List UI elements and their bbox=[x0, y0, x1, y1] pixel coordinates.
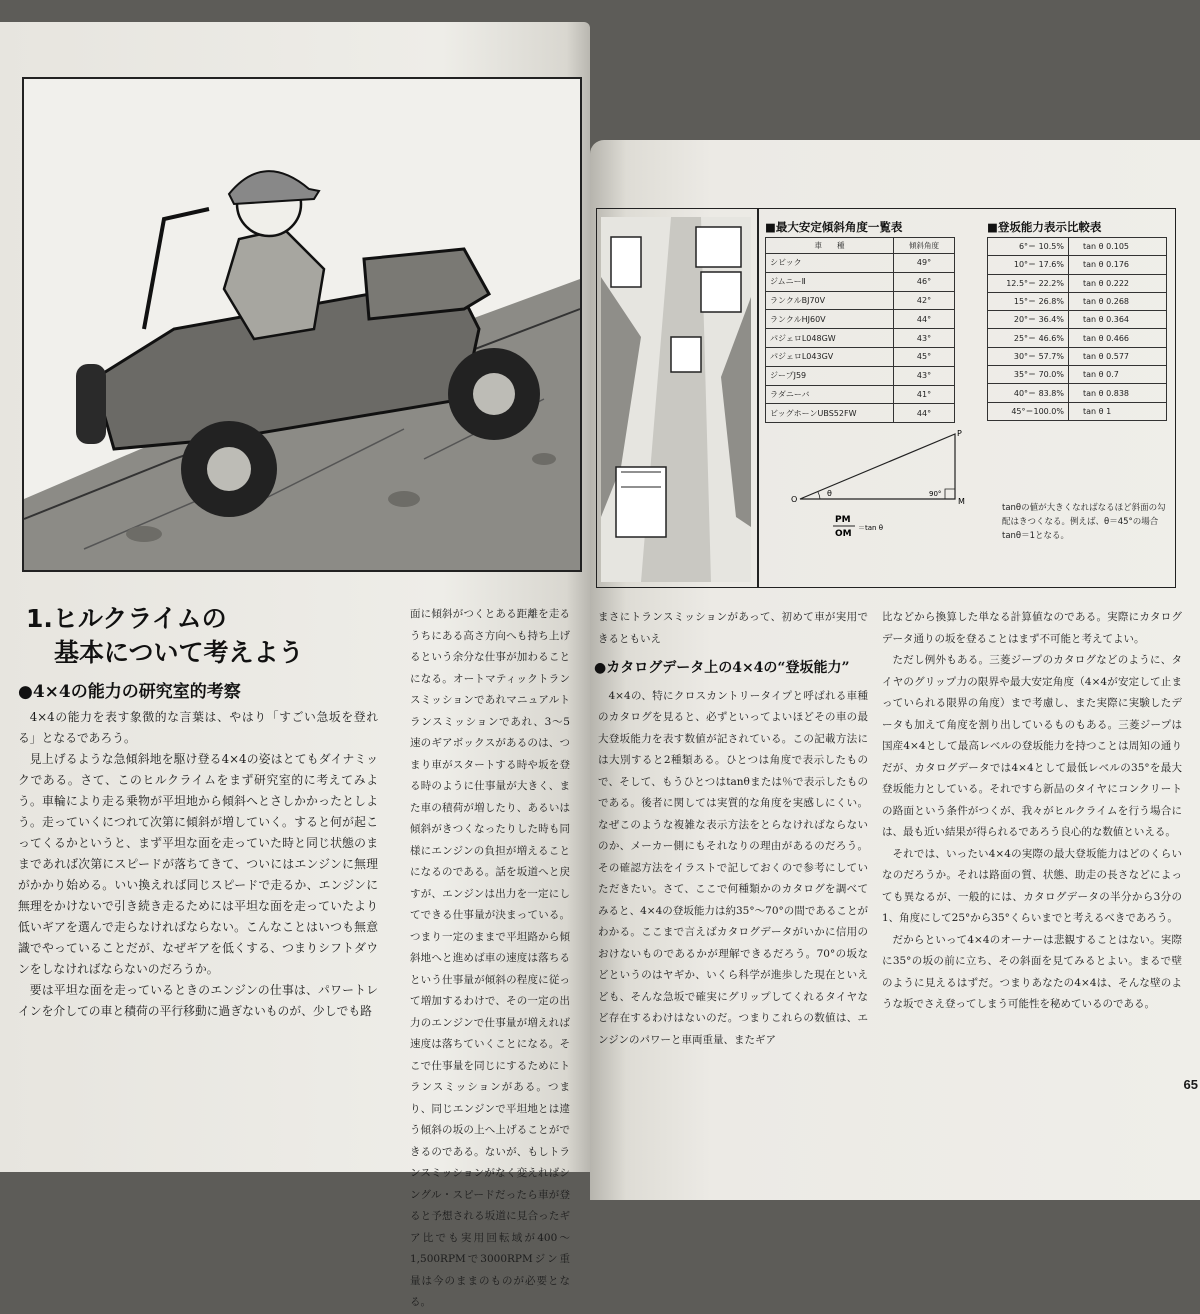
table-row bbox=[988, 274, 1167, 292]
table-row bbox=[988, 366, 1167, 384]
section-heading-2: ●カタログデータ上の4×4の“登坂能力” bbox=[594, 660, 850, 676]
table-cell: tan θ 1 bbox=[1069, 402, 1167, 420]
table-cell: 44° bbox=[894, 404, 955, 423]
right-page bbox=[590, 140, 1200, 1200]
jeep-hill-climb-illustration bbox=[22, 77, 582, 572]
label-right-angle: 90° bbox=[929, 490, 942, 498]
paragraph: まさにトランスミッションがあって、初めて車が実用できるともいえ bbox=[598, 611, 868, 645]
table-cell: 45° bbox=[894, 347, 955, 366]
chapter-title bbox=[26, 602, 304, 670]
table-row bbox=[766, 310, 955, 329]
tan-theta-triangle-diagram bbox=[765, 429, 995, 584]
paragraph: 要は平坦な面を走っているときのエンジンの仕事は、パワートレインを介しての車と積荷の平行移動に過ぎないものが、少しでも路 bbox=[18, 983, 378, 1018]
label-p: P bbox=[957, 429, 962, 438]
table-row bbox=[766, 291, 955, 310]
table-row bbox=[988, 292, 1167, 310]
table-cell: ランクルBJ70V bbox=[766, 291, 894, 310]
table-cell: 10°＝ 17.6% bbox=[988, 256, 1069, 274]
formula-rhs: ＝tan θ bbox=[858, 524, 883, 532]
section-heading-1: ●4×4の能力の研究室的考察 bbox=[18, 682, 241, 702]
formula-numerator: PM bbox=[835, 515, 851, 525]
table-cell: tan θ 0.105 bbox=[1069, 238, 1167, 256]
table-row bbox=[766, 366, 955, 385]
table-cell: 43° bbox=[894, 366, 955, 385]
label-o: O bbox=[791, 495, 798, 504]
paragraph: それでは、いったい4×4の実際の最大登坂能力はどのくらいなのだろうか。それは路面の質、状態、助走の長さなどによっても異なるが、一般的には、カタログデータの半分から3分の1、角度にして25°から35°くらいまでと考えるべきであろう。 bbox=[882, 847, 1182, 924]
page-number: 65 bbox=[1183, 1077, 1198, 1092]
table-header-row bbox=[766, 238, 955, 254]
table-row bbox=[988, 347, 1167, 365]
table-cell: ラダニーバ bbox=[766, 385, 894, 404]
paragraph: 面に傾斜がつくとある距離を走るうちにある高さ方向へも持ち上げるという余分な仕事が加わることになる。オートマティックトランスミッションであれマニュアルトランスミッションであれ、3～5速のギアボックスがあるのは、つまり車がスタートする時や坂を登る時のように仕事量が大きく、また車の積荷が増したり、あるいは傾斜がきつくなったりした時も同様にエンジンの負担が増えることになるのである。話を坂道へと戻すが、エンジンは出力を一定にしてできる仕事量が決まっている。つまり一定のままで平坦路から傾斜地へと進めば車の速度は落ちるという仕事量が傾斜の程度に従って増加するわけで、その一定の出力のエンジンで仕事量が増えれば速度は落ちていくことになる。そこで仕事量を同じにするためにトランスミッションがある。つまり、同じエンジンで平坦地とは違う傾斜の坂の上へ上げることができるのである。ないが、もしトランスミッションがなく変えればシングル・スピードだったら車が登ると予想される坂道に見合ったギア比でも実用回転域が400～1,500RPMで3000RPMジン重量は今のままのものが必要となる。 bbox=[410, 608, 570, 1308]
climbing-ability-table bbox=[987, 237, 1167, 421]
label-theta: θ bbox=[827, 489, 832, 498]
table-header: 傾斜角度 bbox=[894, 238, 955, 254]
right-column-a bbox=[594, 607, 868, 1051]
table-cell: 25°＝ 46.6% bbox=[988, 329, 1069, 347]
table-cell: ランクルHJ60V bbox=[766, 310, 894, 329]
table-row bbox=[988, 384, 1167, 402]
table-cell: tan θ 0.176 bbox=[1069, 256, 1167, 274]
table-row bbox=[988, 402, 1167, 420]
table-row bbox=[766, 254, 955, 273]
table-row bbox=[988, 311, 1167, 329]
tan-theta-note: tanθの値が大きくなればなるほど斜面の勾配はきつくなる。例えば、θ＝45°の場合tanθ＝1となる。 bbox=[1002, 503, 1166, 541]
paragraph: ただし例外もある。三菱ジープのカタログなどのように、タイヤのグリップ力の限界や最大安定角度（4×4が安定して止まっていられる限界の角度）まで考慮し、また実際に実験したデータも加えて角度を割り出しているものもある。三菱ジープは国産4×4として最高レベルの登坂能力を持つことは周知の通りだが、カタログデータでは4×4として最低レベルの35°を最大登坂能力としている。それですら新品のタイヤにコンクリートの路面という条件がつくが、我々がヒルクライムを行う場合には、最も近い結果が得られるであろう良心的な数値といえる。 bbox=[882, 654, 1182, 838]
table2-title: ■登坂能力表示比較表 bbox=[987, 220, 1102, 234]
table-row bbox=[766, 347, 955, 366]
chapter-title-line-2: 基本について考えよう bbox=[54, 638, 304, 667]
table-cell: 42° bbox=[894, 291, 955, 310]
table-row bbox=[988, 256, 1167, 274]
paragraph: 見上げるような急傾斜地を駆け登る4×4の姿はとてもダイナミックである。さて、このヒルクライムをまず研究室的に考えてみよう。車輪により走る乗物が平坦地から傾斜へとさしかかったとしよう。走っていくにつれて次第に傾斜が増していく。すると何が起こってくるかというと、まず平坦な面を走っていた時と同じ状態のままであれば次第にスピードが落ちてきて、ついにはエンジンに無理がかかり始める。いい換えれば同じスピードで走るか、エンジンに無理をかけないで引き続き走るためには平坦な面を走っていたより低いギアを選んで走らなければならない。こんなことはいつも無意識でやっていることだが、なぜギアを低くする、つまりシフトダウンをしなければならないのだろうか。 bbox=[18, 752, 378, 976]
formula-denominator: OM bbox=[835, 529, 852, 539]
table-cell: 49° bbox=[894, 254, 955, 273]
figure-box bbox=[596, 208, 1176, 588]
figure-divider bbox=[757, 209, 759, 587]
left-page bbox=[0, 22, 590, 1308]
table-cell: 44° bbox=[894, 310, 955, 329]
right-column-b bbox=[882, 607, 1182, 1016]
paragraph: だからといって4×4のオーナーは悲観することはない。実際に35°の坂の前に立ち、その斜面を見てみるとよい。まるで壁のように見えるはずだ。つまりあなたの4×4は、そんな壁のような坂でさえ登ってしまう可能性を秘めているのである。 bbox=[882, 933, 1182, 1010]
left-column-b bbox=[410, 604, 570, 1314]
paragraph: 4×4の能力を表す象徴的な言葉は、やはり「すごい急坂を登れる」となるであろう。 bbox=[18, 710, 378, 745]
table-cell: tan θ 0.577 bbox=[1069, 347, 1167, 365]
table-cell: 6°＝ 10.5% bbox=[988, 238, 1069, 256]
table-cell: 30°＝ 57.7% bbox=[988, 347, 1069, 365]
vehicles-on-slope-illustration bbox=[601, 217, 751, 582]
table-row bbox=[988, 329, 1167, 347]
table-cell: tan θ 0.466 bbox=[1069, 329, 1167, 347]
table-cell: ジープJ59 bbox=[766, 366, 894, 385]
table-cell: パジェロL043GV bbox=[766, 347, 894, 366]
table-row bbox=[988, 238, 1167, 256]
paragraph: 4×4の、特にクロスカントリータイプと呼ばれる車種のカタログを見ると、必ずといってよいほどその車の最大登坂能力を表す数値が記されている。この記載方法には大別すると2種類ある。ひとつは角度で表示したもので、そして、もうひとつはtanθまたは％で表示したものである。後者に関しては実質的な角度を実感しにくい。なぜこのような複雑な表示方法をとらなければならないのか、メーカー側にもそれなりの理由があるのだろう。その確認方法をイラストで記しておくので参考にしていただきたい。さて、ここで何種類かのカタログを調べてみると、4×4の登坂能力は約35°～70°の間であることがわかる。ここまで言えばカタログデータがいかに信用のおけないものであるかが理解できるだろう。70°の坂などというのはヤギか、いくら科学が進歩した現在といえども、そんな急坂で確実にグリップしてくれるタイヤなど存在するわけはないのだ。つまりこれらの数値は、エンジンのパワーと車両重量、またギア bbox=[598, 689, 868, 1046]
table-cell: 43° bbox=[894, 329, 955, 348]
table1-title: ■最大安定傾斜角度一覧表 bbox=[765, 220, 903, 234]
table-cell: ビッグホーンUBS52FW bbox=[766, 404, 894, 423]
table-cell: 20°＝ 36.4% bbox=[988, 311, 1069, 329]
table-cell: 45°＝100.0% bbox=[988, 402, 1069, 420]
paragraph: 比などから換算した単なる計算値なのである。実際にカタログデータ通りの坂を登ることはまず不可能と考えてよい。 bbox=[882, 611, 1182, 645]
label-m: M bbox=[958, 497, 965, 506]
max-stable-angle-table bbox=[765, 237, 955, 423]
table-row bbox=[766, 329, 955, 348]
chapter-title-line-1: 1.ヒルクライムの bbox=[26, 604, 227, 633]
table-cell: tan θ 0.222 bbox=[1069, 274, 1167, 292]
table-cell: tan θ 0.838 bbox=[1069, 384, 1167, 402]
table-cell: パジェロL048GW bbox=[766, 329, 894, 348]
table-cell: 15°＝ 26.8% bbox=[988, 292, 1069, 310]
left-column-a bbox=[18, 682, 378, 1022]
table-header: 車 種 bbox=[766, 238, 894, 254]
table-cell: tan θ 0.364 bbox=[1069, 311, 1167, 329]
table-cell: 41° bbox=[894, 385, 955, 404]
table-cell: シビック bbox=[766, 254, 894, 273]
table-row bbox=[766, 272, 955, 291]
table-cell: 12.5°＝ 22.2% bbox=[988, 274, 1069, 292]
table-row bbox=[766, 385, 955, 404]
table-cell: 46° bbox=[894, 272, 955, 291]
table-cell: 40°＝ 83.8% bbox=[988, 384, 1069, 402]
table-cell: 35°＝ 70.0% bbox=[988, 366, 1069, 384]
table-row bbox=[766, 404, 955, 423]
table-cell: tan θ 0.268 bbox=[1069, 292, 1167, 310]
table-cell: tan θ 0.7 bbox=[1069, 366, 1167, 384]
table-cell: ジムニーⅡ bbox=[766, 272, 894, 291]
